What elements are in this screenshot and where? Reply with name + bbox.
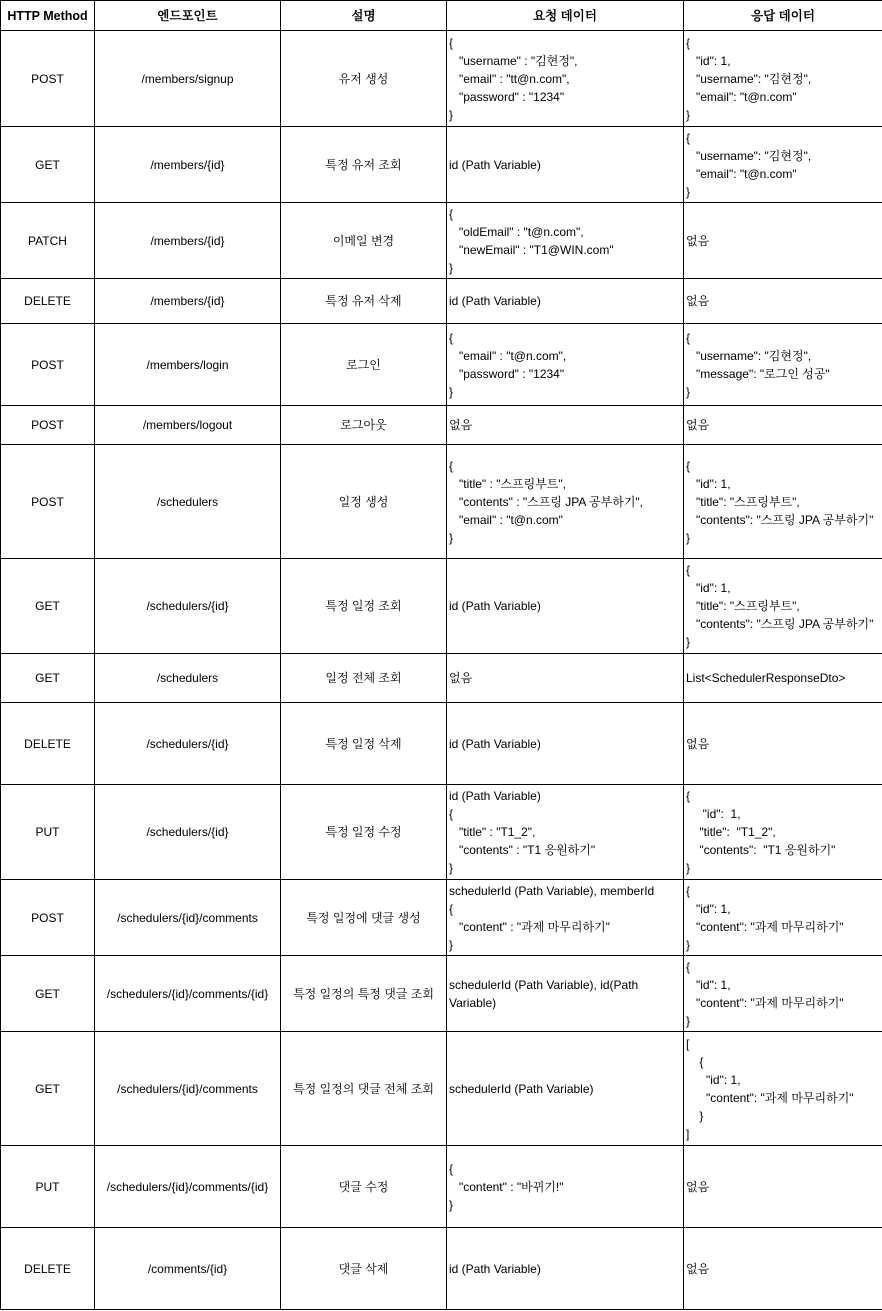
endpoint-cell: /members/{id}	[95, 279, 281, 324]
method-cell: DELETE	[1, 279, 95, 324]
request-data-cell: { "oldEmail" : "t@n.com", "newEmail" : "T1@WIN.com" }	[447, 203, 684, 279]
description-cell: 로그인	[281, 324, 447, 406]
response-data-cell: 없음	[684, 703, 882, 785]
request-data-cell: { "title" : "스프링부트", "contents" : "스프링 JPA 공부하기", "email" : "t@n.com" }	[447, 445, 684, 559]
endpoint-cell: /schedulers	[95, 445, 281, 559]
endpoint-cell: /members/signup	[95, 31, 281, 127]
table-row	[1, 445, 882, 559]
description-cell: 특정 일정 수정	[281, 785, 447, 880]
request-data-cell: { "username" : "김현정", "email" : "tt@n.com", "password" : "1234" }	[447, 31, 684, 127]
method-cell: POST	[1, 880, 95, 956]
request-data-cell: id (Path Variable) { "title" : "T1_2", "contents" : "T1 응원하기" }	[447, 785, 684, 880]
endpoint-cell: /schedulers	[95, 654, 281, 703]
method-cell: GET	[1, 127, 95, 203]
method-cell: PATCH	[1, 203, 95, 279]
method-cell: DELETE	[1, 1228, 95, 1310]
request-data-cell: { "email" : "t@n.com", "password" : "1234" }	[447, 324, 684, 406]
description-cell: 특정 일정 조회	[281, 559, 447, 654]
description-cell: 특정 일정의 특정 댓글 조회	[281, 956, 447, 1032]
request-data-cell: schedulerId (Path Variable), memberId { "content" : "과제 마무리하기" }	[447, 880, 684, 956]
response-data-cell: { "id": 1, "username": "김현정", "email": "t@n.com" }	[684, 31, 882, 127]
description-cell: 일정 생성	[281, 445, 447, 559]
description-cell: 댓글 삭제	[281, 1228, 447, 1310]
table-row	[1, 1228, 882, 1310]
endpoint-cell: /comments/{id}	[95, 1228, 281, 1310]
response-data-cell: 없음	[684, 1146, 882, 1228]
endpoint-cell: /schedulers/{id}/comments/{id}	[95, 1146, 281, 1228]
header-response-data: 응답 데이터	[684, 1, 882, 31]
response-data-cell: { "id": 1, "title": "T1_2", "contents": "T1 응원하기" }	[684, 785, 882, 880]
header-description: 설명	[281, 1, 447, 31]
response-data-cell: 없음	[684, 406, 882, 445]
method-cell: PUT	[1, 785, 95, 880]
endpoint-cell: /members/{id}	[95, 127, 281, 203]
request-data-cell: id (Path Variable)	[447, 127, 684, 203]
request-data-cell: id (Path Variable)	[447, 559, 684, 654]
endpoint-cell: /members/{id}	[95, 203, 281, 279]
table-row	[1, 703, 882, 785]
header-row	[1, 1, 882, 31]
table-row	[1, 956, 882, 1032]
description-cell: 일정 전체 조회	[281, 654, 447, 703]
response-data-cell: { "username": "김현정", "message": "로그인 성공" }	[684, 324, 882, 406]
description-cell: 이메일 변경	[281, 203, 447, 279]
endpoint-cell: /schedulers/{id}/comments/{id}	[95, 956, 281, 1032]
request-data-cell: 없음	[447, 654, 684, 703]
header-http-method: HTTP Method	[1, 1, 95, 31]
endpoint-cell: /schedulers/{id}	[95, 785, 281, 880]
method-cell: GET	[1, 654, 95, 703]
description-cell: 유저 생성	[281, 31, 447, 127]
method-cell: GET	[1, 956, 95, 1032]
response-data-cell: 없음	[684, 279, 882, 324]
request-data-cell: 없음	[447, 406, 684, 445]
endpoint-cell: /schedulers/{id}/comments	[95, 1032, 281, 1146]
table-row	[1, 324, 882, 406]
description-cell: 로그아웃	[281, 406, 447, 445]
endpoint-cell: /schedulers/{id}/comments	[95, 880, 281, 956]
table-row	[1, 785, 882, 880]
description-cell: 특정 유저 조회	[281, 127, 447, 203]
response-data-cell: [ { "id": 1, "content": "과제 마무리하기" } ]	[684, 1032, 882, 1146]
request-data-cell: id (Path Variable)	[447, 703, 684, 785]
table-row	[1, 654, 882, 703]
table-row	[1, 406, 882, 445]
endpoint-cell: /schedulers/{id}	[95, 559, 281, 654]
method-cell: DELETE	[1, 703, 95, 785]
endpoint-cell: /schedulers/{id}	[95, 703, 281, 785]
description-cell: 특정 일정의 댓글 전체 조회	[281, 1032, 447, 1146]
method-cell: POST	[1, 406, 95, 445]
request-data-cell: id (Path Variable)	[447, 279, 684, 324]
table-row	[1, 559, 882, 654]
header-endpoint: 엔드포인트	[95, 1, 281, 31]
description-cell: 특정 일정 삭제	[281, 703, 447, 785]
response-data-cell: List<SchedulerResponseDto>	[684, 654, 882, 703]
request-data-cell: { "content" : "바뀌기!" }	[447, 1146, 684, 1228]
table-row	[1, 1146, 882, 1228]
method-cell: POST	[1, 324, 95, 406]
header-request-data: 요청 데이터	[447, 1, 684, 31]
table-row	[1, 31, 882, 127]
response-data-cell: 없음	[684, 1228, 882, 1310]
response-data-cell: { "username": "김현정", "email": "t@n.com" }	[684, 127, 882, 203]
method-cell: PUT	[1, 1146, 95, 1228]
table-row	[1, 1032, 882, 1146]
endpoint-cell: /members/login	[95, 324, 281, 406]
response-data-cell: { "id": 1, "title": "스프링부트", "contents": "스프링 JPA 공부하기" }	[684, 445, 882, 559]
response-data-cell: { "id": 1, "title": "스프링부트", "contents": "스프링 JPA 공부하기" }	[684, 559, 882, 654]
table-row	[1, 880, 882, 956]
request-data-cell: id (Path Variable)	[447, 1228, 684, 1310]
method-cell: GET	[1, 559, 95, 654]
response-data-cell: { "id": 1, "content": "과제 마무리하기" }	[684, 956, 882, 1032]
description-cell: 댓글 수정	[281, 1146, 447, 1228]
response-data-cell: { "id": 1, "content": "과제 마무리하기" }	[684, 880, 882, 956]
description-cell: 특정 일정에 댓글 생성	[281, 880, 447, 956]
method-cell: POST	[1, 31, 95, 127]
request-data-cell: schedulerId (Path Variable), id(Path Variable)	[447, 956, 684, 1032]
response-data-cell: 없음	[684, 203, 882, 279]
method-cell: POST	[1, 445, 95, 559]
table-row	[1, 127, 882, 203]
method-cell: GET	[1, 1032, 95, 1146]
description-cell: 특정 유저 삭제	[281, 279, 447, 324]
endpoint-cell: /members/logout	[95, 406, 281, 445]
table-row	[1, 279, 882, 324]
request-data-cell: schedulerId (Path Variable)	[447, 1032, 684, 1146]
table-row	[1, 203, 882, 279]
